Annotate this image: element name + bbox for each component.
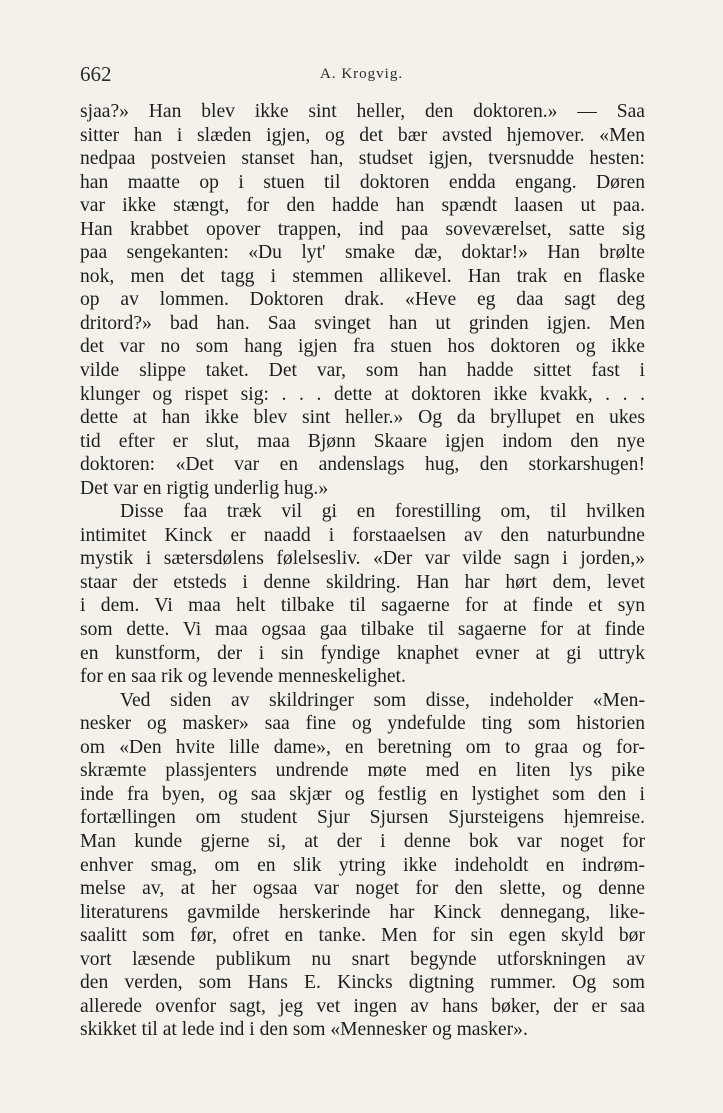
text-line: saalitt som før, ofret en tanke. Men for sin egen skyld bør xyxy=(80,925,645,947)
text-line: som dette. Vi maa ogsaa gaa tilbake til sagaerne for at finde xyxy=(80,619,645,641)
text-line: op av lommen. Doktoren drak. «Heve eg daa sagt deg xyxy=(80,289,645,311)
text-line: fortællingen om student Sjur Sjursen Sjursteigens hjemreise. xyxy=(80,807,645,829)
paragraph-end-line: Det var en rigtig underlig hug.» xyxy=(80,477,329,499)
text-line: literaturens gavmilde herskerinde har Kinck dennegang, like- xyxy=(80,901,645,923)
text-line: inde fra byen, og saa skjær og festlig en lystighet som den i xyxy=(80,783,645,805)
text-line: melse av, at her ogsaa var noget for den slette, og denne xyxy=(80,878,645,900)
body-text xyxy=(80,100,645,1042)
text-line: dette at han ikke blev sint heller.» Og da bryllupet en ukes xyxy=(80,407,645,429)
text-line: mystik i sætersdølens følelsesliv. «Der var vilde sagn i jorden,» xyxy=(80,548,645,570)
text-line: nesker og masker» saa fine og yndefulde ting som historien xyxy=(80,713,645,735)
text-line: skræmte plassjenters undrende møte med en liten lys pike xyxy=(80,760,645,782)
paragraph-start-line: Disse faa træk vil gi en forestilling om, til hvilken xyxy=(120,501,645,523)
text-line: den verden, som Hans E. Kincks digtning rummer. Og som xyxy=(80,972,645,994)
text-line: var ikke stængt, for den hadde han spændt laasen ut paa. xyxy=(80,195,645,217)
text-line: i dem. Vi maa helt tilbake til sagaerne for at finde et syn xyxy=(80,595,645,617)
text-line: om «Den hvite lille dame», en beretning om to graa og for- xyxy=(80,736,645,758)
text-line: enhver smag, om en slik ytring ikke indeholdt en indrøm- xyxy=(80,854,645,876)
page-number: 662 xyxy=(80,62,112,86)
text-line: nedpaa postveien stanset han, studset igjen, tversnudde hesten: xyxy=(80,148,645,170)
paragraph-end-line: for en saa rik og levende menneskelighet. xyxy=(80,666,406,688)
text-line: doktoren: «Det var en andenslags hug, den storkarshugen! xyxy=(80,454,645,476)
page-header xyxy=(80,60,645,90)
text-line: allerede ovenfor sagt, jeg vet ingen av hans bøker, der er saa xyxy=(80,995,645,1017)
text-line: Man kunde gjerne si, at der i denne bok var noget for xyxy=(80,830,645,852)
text-line: en kunstform, der i sin fyndige knaphet evner at gi uttryk xyxy=(80,642,645,664)
text-line: paa sengekanten: «Du lyt' smake dæ, doktar!» Han brølte xyxy=(80,242,645,264)
text-line: vort læsende publikum nu snart begynde utforskningen av xyxy=(80,948,645,970)
paragraph-end-line: skikket til at lede ind i den som «Mennesker og masker». xyxy=(80,1019,528,1041)
text-line: nok, men det tagg i stemmen allikevel. Han trak en flaske xyxy=(80,265,645,287)
text-line: han maatte op i stuen til doktoren endda engang. Døren xyxy=(80,171,645,193)
running-head: A. Krogvig. xyxy=(320,66,404,82)
text-line: staar der etsteds i denne skildring. Han har hørt dem, levet xyxy=(80,571,645,593)
text-line: vilde slippe taket. Det var, som han hadde sittet fast i xyxy=(80,360,645,382)
text-line: det var no som hang igjen fra stuen hos doktoren og ikke xyxy=(80,336,645,358)
text-line: sjaa?» Han blev ikke sint heller, den doktoren.» — Saa xyxy=(80,101,645,122)
text-line: tid efter er slut, maa Bjønn Skaare igjen indom den nye xyxy=(80,430,645,452)
text-line: intimitet Kinck er naadd i forstaaelsen av den naturbundne xyxy=(80,524,645,546)
text-line: dritord?» bad han. Saa svinget han ut grinden igjen. Men xyxy=(80,312,645,334)
paragraph-start-line: Ved siden av skildringer som disse, indeholder «Men- xyxy=(120,689,645,711)
text-line: sitter han i slæden igjen, og det bær avsted hjemover. «Men xyxy=(80,124,645,146)
text-line: klunger og rispet sig: . . . dette at doktoren ikke kvakk, . . . xyxy=(80,383,645,405)
text-line: Han krabbet opover trappen, ind paa soveværelset, satte sig xyxy=(80,218,645,240)
